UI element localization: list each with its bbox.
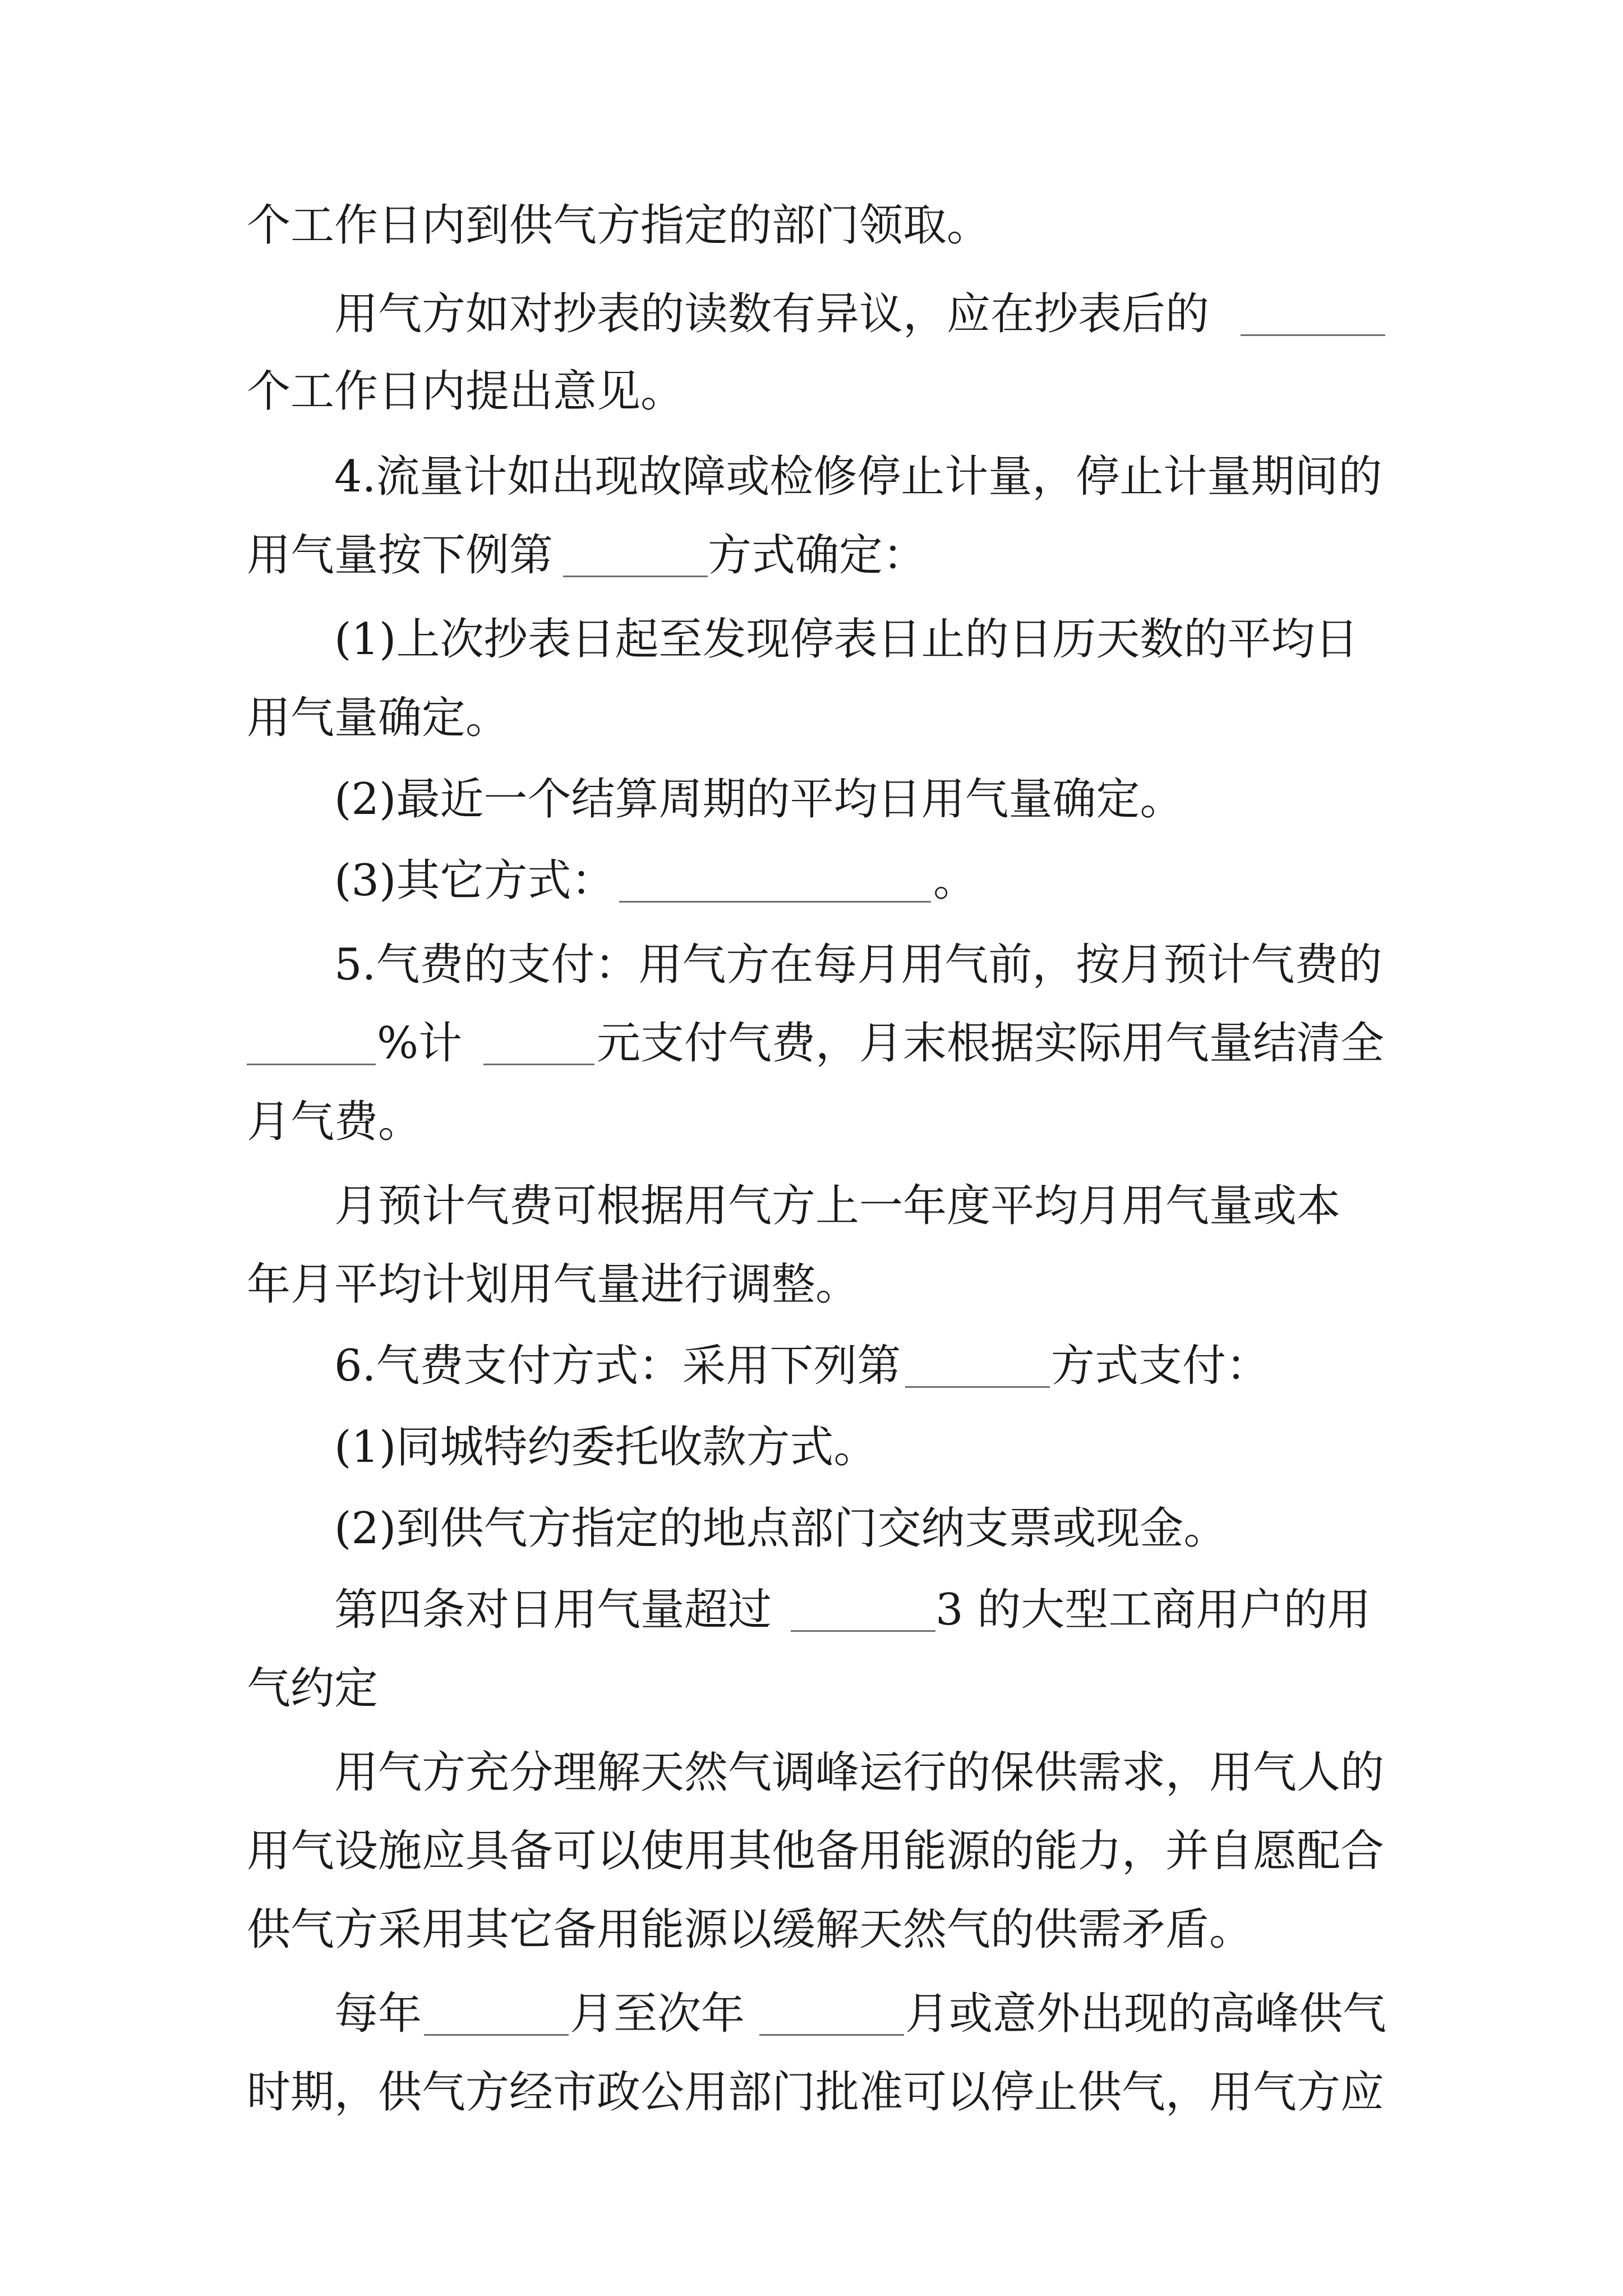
text-line (0, 600, 1623, 679)
text-line (0, 760, 1623, 839)
line-text: 用气量确定。 (247, 693, 510, 743)
line-text: 5.气费的支付：用气方在每月用气前，按月预计气费的 (334, 940, 1382, 990)
text-line (0, 186, 1623, 265)
line-text: 供气方采用其它备用能源以缓解天然气的供需矛盾。 (247, 1904, 1253, 1955)
line-text: 每年 (334, 1989, 422, 2039)
line-text: 第四条对日用气量超过 (334, 1585, 772, 1635)
text-line (0, 1489, 1623, 1568)
line-text: 月或意外出现的高峰供气 (905, 1989, 1387, 2039)
fill-blank (247, 1023, 376, 1065)
text-line (0, 679, 1623, 757)
line-text: 4.流量计如出现故障或检修停止计量，停止计量期间的 (334, 452, 1382, 502)
text-line (0, 926, 1623, 1004)
line-text: 个工作日内提出意见。 (247, 366, 685, 417)
text-line (0, 1733, 1623, 1812)
text-line (0, 1167, 1623, 1245)
text-line (0, 1408, 1623, 1487)
line-text: 气约定 (247, 1663, 379, 1714)
fill-blank (759, 1994, 904, 2036)
line-text: %计 (377, 1018, 463, 1069)
text-line (0, 1327, 1623, 1405)
fill-blank (424, 1994, 569, 2036)
line-text: 方式确定： (708, 530, 927, 581)
line-text: 用气量按下例第 (247, 530, 554, 581)
text-line (0, 1004, 1623, 1083)
text-line (0, 1571, 1623, 1649)
line-text: 。 (933, 855, 978, 906)
line-text: 元支付气费，月末根据实际用气量结清全 (597, 1018, 1385, 1069)
line-text: 用气方如对抄表的读数有异议，应在抄表后的 (334, 289, 1210, 339)
line-text: 月气费。 (247, 1097, 422, 1147)
text-line (0, 516, 1623, 595)
line-text: (2)最近一个结算周期的平均日用气量确定。 (334, 774, 1184, 825)
line-text: 年月平均计划用气量进行调整。 (247, 1259, 860, 1310)
line-text: (2)到供气方指定的地点部门交纳支票或现金。 (334, 1503, 1228, 1554)
line-text: 时期，供气方经市政公用部门批准可以停止供气，用气方应 (247, 2067, 1385, 2118)
line-text: 3 的大型工商用户的用 (935, 1585, 1371, 1635)
line-text: 6.气费支付方式：采用下列第 (334, 1341, 901, 1391)
text-line (0, 275, 1623, 353)
text-line (0, 1890, 1623, 1969)
text-line (0, 1649, 1623, 1728)
text-line (0, 1812, 1623, 1890)
text-line (0, 1245, 1623, 1324)
line-text: 月预计气费可根据用气方上一年度平均月用气量或本 (334, 1181, 1341, 1231)
line-text: 个工作日内到供气方指定的部门领取。 (247, 200, 991, 251)
text-line (0, 352, 1623, 431)
line-text: 方式支付： (1051, 1341, 1270, 1391)
line-text: 用气方充分理解天然气调峰运行的保供需求，用气人的 (334, 1747, 1385, 1798)
line-text: (1)同城特约委托收款方式。 (334, 1422, 878, 1473)
text-line (0, 2053, 1623, 2132)
fill-blank (905, 1346, 1050, 1388)
text-line (0, 1975, 1623, 2053)
text-line (0, 841, 1623, 920)
line-text: 用气设施应具备可以使用其他备用能源的能力，并自愿配合 (247, 1826, 1385, 1876)
fill-blank (563, 535, 708, 577)
text-line (0, 1083, 1623, 1161)
line-text: 月至次年 (570, 1989, 745, 2039)
fill-blank (483, 1023, 594, 1065)
fill-blank (619, 861, 931, 903)
fill-blank (791, 1590, 935, 1632)
line-text: (3)其它方式： (334, 855, 615, 906)
line-text: (1)上次抄表日起至发现停表日止的日历天数的平均日 (334, 614, 1359, 665)
fill-blank (1241, 294, 1385, 336)
text-line (0, 438, 1623, 516)
